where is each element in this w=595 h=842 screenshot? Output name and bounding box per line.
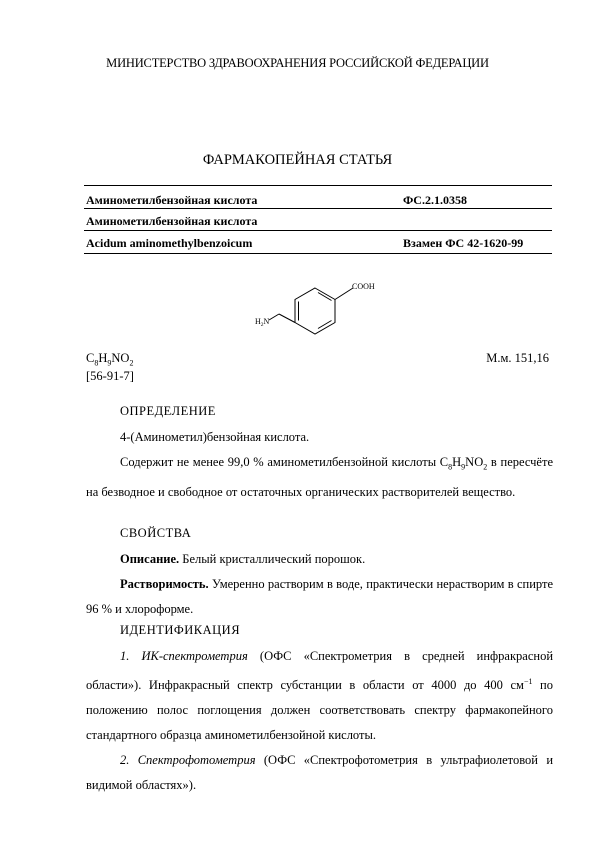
substance-name-ru: Аминометилбензойная кислота	[86, 193, 258, 207]
header-rule-2	[84, 208, 552, 209]
document-title: ФАРМАКОПЕЙНАЯ СТАТЬЯ	[202, 152, 393, 168]
ministry-heading: МИНИСТЕРСТВО ЗДРАВООХРАНЕНИЯ РОССИЙСКОЙ ФЕДЕРАЦИИ	[106, 56, 489, 70]
replaces-note: Взамен ФС 42-1620-99	[403, 236, 524, 250]
solubility-paragraph: Растворимость. Умеренно растворим в воде, практически нерастворим в спирте 96 % и хлороформе.	[86, 577, 553, 616]
definition-paragraph-2: Содержит не менее 99,0 % аминометилбензойной кислоты $C_8H_9NO_2$ в пересчёте на безводное и свободное от остаточных органических растворителей вещество.	[86, 455, 553, 499]
description-paragraph: Описание. Белый кристаллический порошок.	[120, 552, 366, 566]
identification-ir: 1. ИК-спектрометрия (ОФС «Спектрометрия в средней инфракрасной области»). Инфракрасный спектр субстанции в области от 4000 до 400 $см^{-1}$ по положению полос поглощения должен соответствовать спектру фармакопейного стандартного образца аминометилбензойной кислоты.	[86, 649, 554, 743]
molecular-formula: $C_8H_9NO_2$	[86, 351, 134, 368]
header-rule-3	[84, 230, 552, 231]
structural-formula	[255, 278, 385, 338]
substance-name-ru-2: Аминометилбензойная кислота	[86, 214, 258, 228]
substance-name-latin: Acidum aminomethylbenzoicum	[86, 236, 253, 250]
fs-number: ФС.2.1.0358	[403, 193, 467, 207]
definition-paragraph-1: 4-(Аминометил)бензойная кислота.	[120, 430, 310, 444]
section-definition: ОПРЕДЕЛЕНИЕ	[120, 404, 216, 418]
section-identification: ИДЕНТИФИКАЦИЯ	[120, 623, 241, 637]
header-row-1	[86, 193, 546, 208]
cas-number: [56-91-7]	[86, 369, 134, 383]
header-row-3	[86, 236, 546, 251]
identification-block	[86, 644, 553, 798]
identification-uv: 2. Спектрофотометрия (ОФС «Спектрофотометрия в ультрафиолетовой и видимой областях»).	[86, 753, 554, 793]
amine-label: $H_2N$	[255, 317, 270, 328]
section-properties: СВОЙСТВА	[120, 526, 192, 540]
properties-block	[86, 547, 553, 622]
molar-mass: М.м. 151,16	[486, 351, 549, 365]
header-top-rule	[84, 185, 552, 186]
definition-block	[86, 425, 553, 505]
header-bottom-rule	[84, 253, 552, 254]
header-row-2	[86, 214, 546, 229]
cooh-label: COOH	[352, 282, 375, 291]
